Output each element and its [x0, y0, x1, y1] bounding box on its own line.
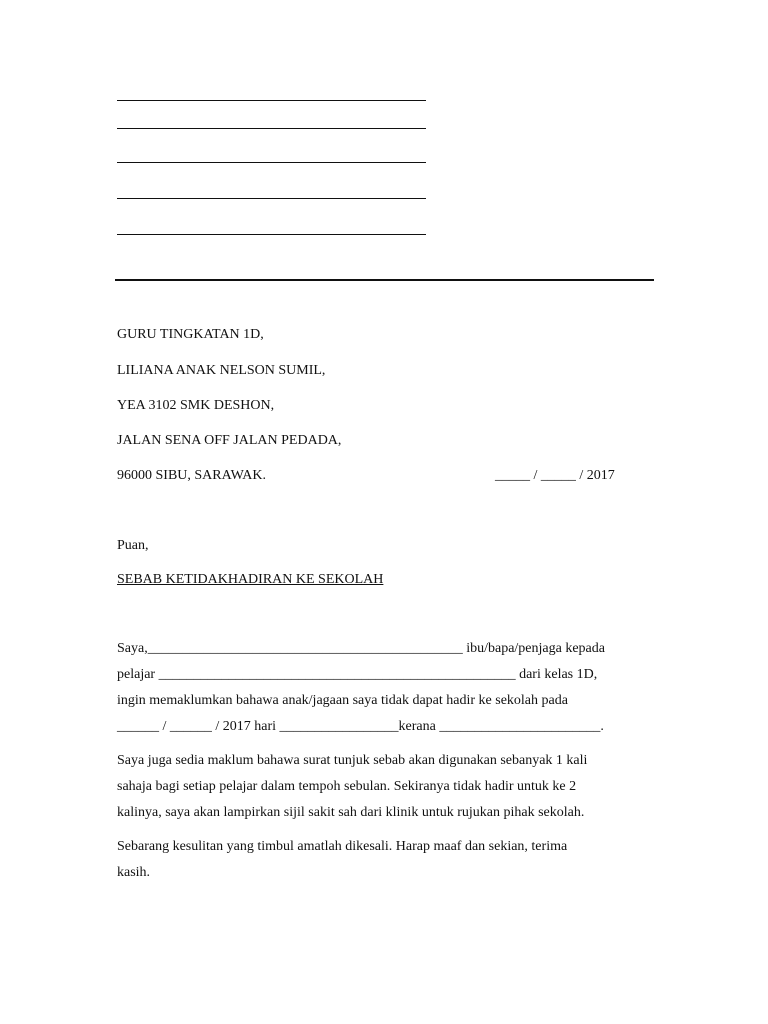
letter-subject: SEBAB KETIDAKHADIRAN KE SEKOLAH [117, 572, 384, 587]
header-divider [115, 279, 654, 281]
body-para2-line-2: sahaja bagi setiap pelajar dalam tempoh sebulan. Sekiranya tidak hadir untuk ke 2 [117, 779, 577, 794]
recipient-line-2: LILIANA ANAK NELSON SUMIL, [117, 363, 326, 378]
recipient-line-1: GURU TINGKATAN 1D, [117, 327, 264, 342]
body-para3-line-1: Sebarang kesulitan yang timbul amatlah dikesali. Harap maaf dan sekian, terima [117, 839, 568, 854]
salutation: Puan, [117, 538, 149, 553]
sender-address-line-2 [117, 128, 426, 129]
sender-address-line-1 [117, 100, 426, 101]
date-field: _____ / _____ / 2017 [495, 468, 615, 483]
body-line-4: ______ / ______ / 2017 hari _________________kerana _______________________. [117, 719, 604, 734]
body-para2-line-1: Saya juga sedia maklum bahawa surat tunjuk sebab akan digunakan sebanyak 1 kali [117, 753, 588, 768]
recipient-line-3: YEA 3102 SMK DESHON, [117, 398, 275, 413]
body-para3-line-2: kasih. [117, 865, 151, 880]
recipient-line-4: JALAN SENA OFF JALAN PEDADA, [117, 433, 342, 448]
sender-address-line-3 [117, 162, 426, 163]
sender-address-line-4 [117, 198, 426, 199]
recipient-line-5: 96000 SIBU, SARAWAK. [117, 468, 267, 483]
body-line-3: ingin memaklumkan bahawa anak/jagaan saya tidak dapat hadir ke sekolah pada [117, 693, 568, 708]
body-line-1: Saya,_____________________________________________ ibu/bapa/penjaga kepada [117, 641, 605, 656]
body-line-2: pelajar ___________________________________________________ dari kelas 1D, [117, 667, 598, 682]
body-para2-line-3: kalinya, saya akan lampirkan sijil sakit sah dari klinik untuk rujukan pihak sekolah. [117, 805, 585, 820]
sender-address-line-5 [117, 234, 426, 235]
